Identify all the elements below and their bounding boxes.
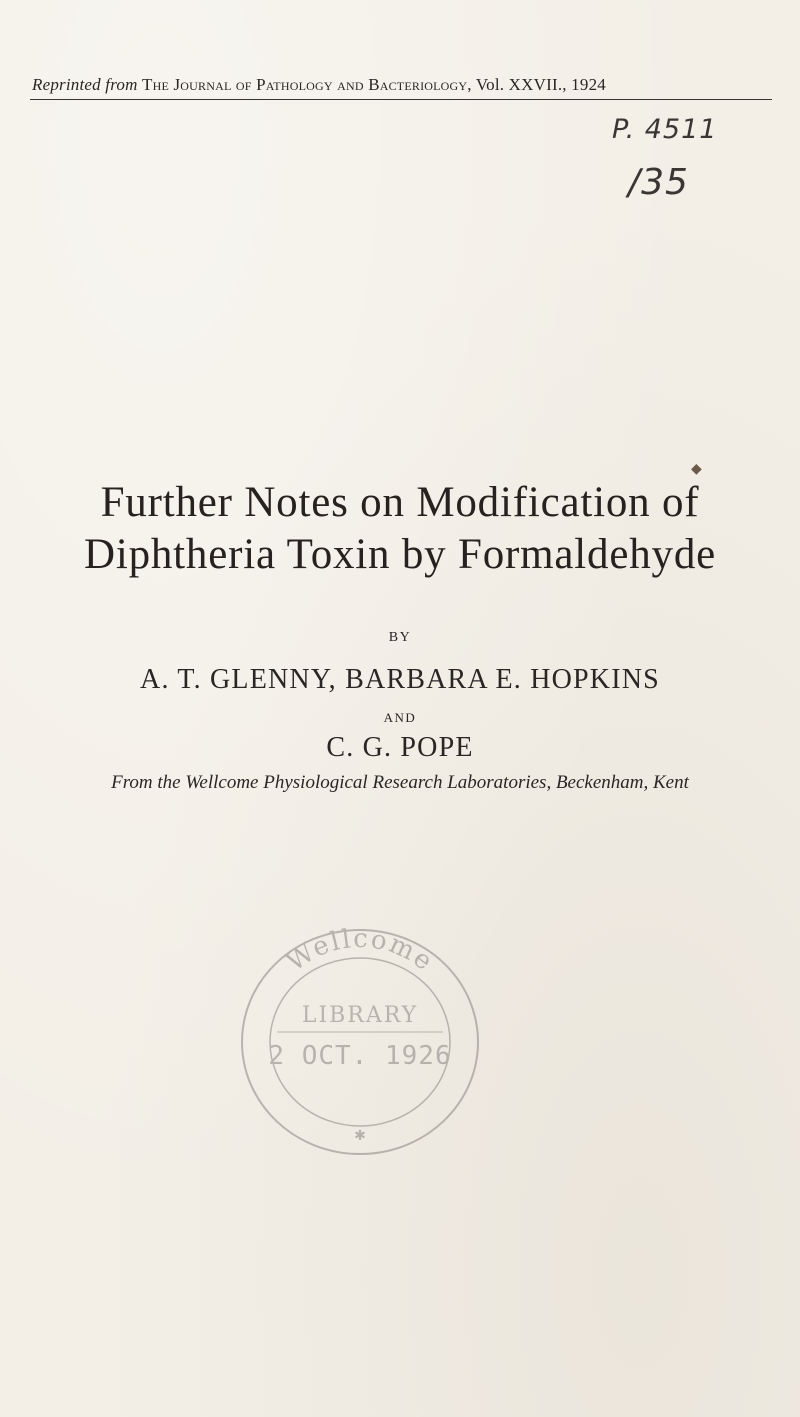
stamp-top-text: Wellcome [281, 923, 440, 978]
stamp-star-icon: ✱ [354, 1128, 366, 1144]
stamp-library-label: LIBRARY [301, 1003, 419, 1028]
journal-name: The Journal of Pathology and Bacteriology [142, 75, 468, 94]
reprint-header [32, 75, 772, 95]
reprinted-from-label: Reprinted from [32, 75, 138, 94]
authors-line-1: A. T. GLENNY, BARBARA E. HOPKINS [140, 664, 660, 695]
by-label: BY [388, 630, 412, 645]
title-line-1: Further Notes on Modification of [100, 479, 700, 526]
authors-line-2: C. G. POPE [326, 732, 474, 763]
shelfmark-line-1: P. 4511 [612, 114, 718, 145]
and-label: AND [383, 710, 417, 725]
stamp-date: 2 OCT. 1926 [268, 1041, 452, 1071]
affiliation: From the Wellcome Physiological Research Laboratories, Beckenham, Kent [111, 772, 689, 793]
title-line-2: Diphtheria Toxin by Formaldehyde [83, 531, 717, 578]
header-rule [30, 99, 772, 100]
svg-text:Wellcome [281, 924, 439, 978]
shelfmark-line-2: /35 [628, 162, 689, 203]
ink-speck: ◆ [691, 462, 702, 477]
library-stamp [225, 912, 495, 1172]
journal-volume: , Vol. XXVII., 1924 [467, 75, 606, 94]
